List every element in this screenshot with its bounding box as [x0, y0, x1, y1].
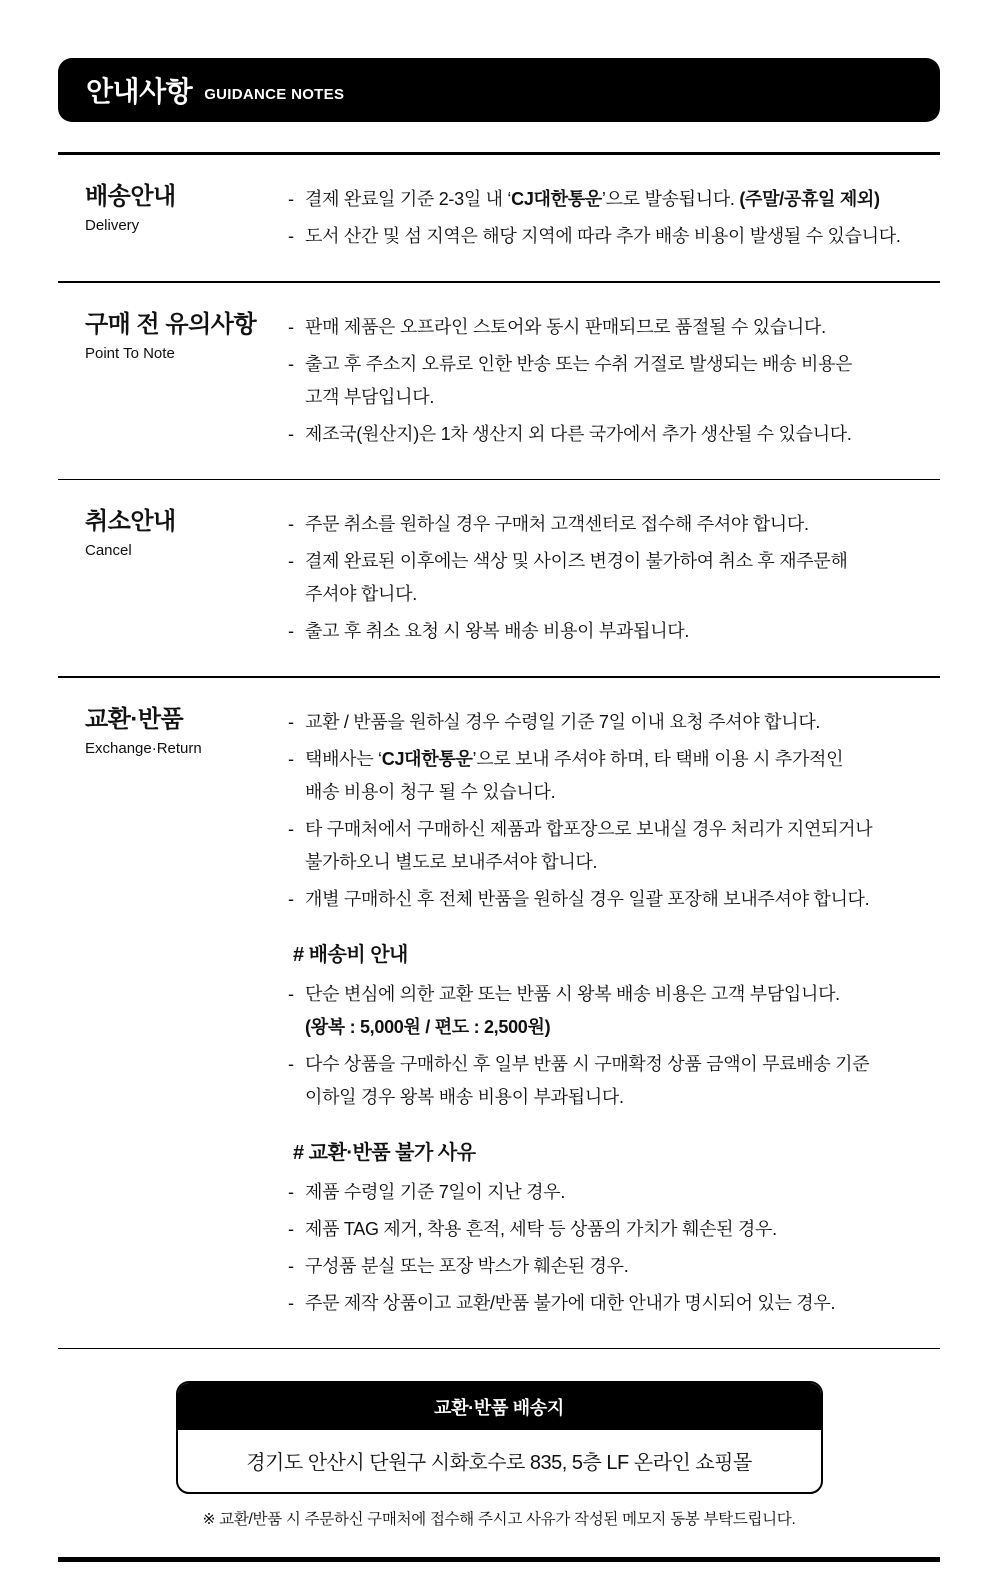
list-item: [288, 706, 940, 739]
text-segment: 출고 후 취소 요청 시 왕복 배송 비용이 부과됩니다.: [305, 621, 690, 641]
list-item: [288, 883, 940, 916]
section-title-col: [58, 182, 288, 253]
section-title: 교환·반품: [85, 705, 184, 733]
bullet-dash: -: [288, 316, 294, 337]
list-item: [288, 813, 940, 879]
bullet-text: [305, 1176, 940, 1209]
sub-heading: # 배송비 안내: [293, 943, 408, 966]
list-item: [288, 348, 940, 414]
return-address-box: [176, 1381, 823, 1494]
text-segment: 다수 상품을 구매하신 후 일부 반품 시 구매확정 상품 금액이 무료배송 기준: [305, 1053, 870, 1074]
bullet-dash: -: [288, 748, 294, 769]
page-title: 안내사항: [86, 76, 193, 107]
bullet-list: [288, 978, 940, 1114]
bullet-text: [305, 1250, 940, 1283]
section-delivery: [58, 155, 940, 281]
text-segment: 고객 부담입니다.: [305, 386, 435, 407]
bullet-dash: -: [288, 551, 294, 571]
bullet-text: [305, 545, 940, 611]
section-title-col: [58, 310, 288, 451]
bullet-dash: -: [288, 621, 294, 641]
page-title-bar: [58, 58, 940, 122]
text-segment: 개별 구매하신 후 전체 반품을 원하실 경우 일괄 포장해 보내주셔야 합니다.: [305, 888, 870, 909]
bullet-list: [288, 183, 940, 253]
section-body: [288, 507, 940, 648]
section-title-col: [58, 507, 288, 648]
list-item: [288, 1250, 940, 1283]
text-segment: 이하일 경우 왕복 배송 비용이 부과됩니다.: [305, 1086, 624, 1107]
bullet-dash: -: [288, 189, 294, 209]
bullet-text: [305, 508, 940, 541]
bullet-dash: -: [288, 818, 294, 839]
bullet-list: [288, 1176, 940, 1320]
section-title: 취소안내: [85, 508, 176, 535]
bullet-text: [305, 1287, 940, 1320]
section-body: [288, 705, 940, 1320]
text-segment: 배송 비용이 청구 될 수 있습니다.: [305, 781, 556, 802]
list-item: [288, 1213, 940, 1246]
bottom-divider: [58, 1557, 940, 1562]
sub-heading: # 교환·반품 불가 사유: [293, 1141, 476, 1164]
footer-area: [58, 1349, 940, 1529]
return-address-box-title: 교환·반품 배송지: [178, 1383, 821, 1430]
list-item: [288, 1176, 940, 1209]
bullet-list: [288, 508, 940, 648]
text-segment: 출고 후 주소지 오류로 인한 반송 또는 수취 거절로 발생되는 배송 비용은: [305, 353, 853, 374]
bullet-dash: -: [288, 1181, 294, 1202]
bullet-list: [288, 311, 940, 451]
text-segment: 도서 산간 및 섬 지역은 해당 지역에 따라 추가 배송 비용이 발생될 수 있습니다.: [305, 226, 901, 246]
bullet-text: [305, 183, 940, 216]
page-subtitle: GUIDANCE NOTES: [204, 85, 345, 103]
bullet-list: [288, 706, 940, 916]
list-item: [288, 978, 940, 1044]
footer-note: ※ 교환/반품 시 주문하신 구매처에 접수해 주시고 사유가 작성된 메모지 동봉 부탁드립니다.: [202, 1511, 796, 1528]
list-item: [288, 1287, 940, 1320]
bullet-dash: -: [288, 226, 294, 246]
bullet-text: [305, 813, 940, 879]
text-segment: 주문 제작 상품이고 교환/반품 불가에 대한 안내가 명시되어 있는 경우.: [305, 1292, 836, 1313]
text-segment: 단순 변심에 의한 교환 또는 반품 시 왕복 배송 비용은 고객 부담입니다.: [305, 983, 840, 1004]
bullet-text: [305, 706, 940, 739]
text-segment: 결제 완료된 이후에는 색상 및 사이즈 변경이 불가하여 취소 후 재주문해: [305, 551, 848, 571]
bullet-dash: -: [288, 983, 294, 1004]
section-subtitle: Point To Note: [85, 344, 175, 362]
return-address: 경기도 안산시 단원구 시화호수로 835, 5층 LF 온라인 쇼핑몰: [246, 1452, 752, 1474]
bullet-text: [305, 615, 940, 648]
text-segment: 제품 수령일 기준 7일이 지난 경우.: [305, 1181, 566, 1202]
list-item: [288, 1048, 940, 1114]
section-subtitle: Delivery: [85, 217, 140, 234]
text-segment: 제품 TAG 제거, 착용 흔적, 세탁 등 상품의 가치가 훼손된 경우.: [305, 1218, 777, 1239]
text-segment: 주셔야 합니다.: [305, 584, 417, 604]
emphasis-text: CJ대한통운: [511, 189, 602, 209]
bullet-text: [305, 1213, 940, 1246]
section-exchange-return: [58, 678, 940, 1348]
text-segment: ’으로 보내 주셔야 하며, 타 택배 이용 시 추가적인: [472, 748, 844, 769]
section-body: [288, 310, 940, 451]
text-segment: 구성품 분실 또는 포장 박스가 훼손된 경우.: [305, 1255, 629, 1276]
section-point-to-note: [58, 283, 940, 479]
bullet-text: [305, 1048, 940, 1114]
section-subtitle: Exchange·Return: [85, 739, 202, 757]
bullet-dash: -: [288, 711, 294, 732]
bullet-dash: -: [288, 888, 294, 909]
bullet-dash: -: [288, 1218, 294, 1239]
bullet-text: [305, 978, 940, 1044]
list-item: [288, 615, 940, 648]
text-segment: 교환 / 반품을 원하실 경우 수령일 기준 7일 이내 요청 주셔야 합니다.: [305, 711, 821, 732]
emphasis-text: (주말/공휴일 제외): [739, 189, 880, 209]
text-segment: 택배사는 ‘: [305, 748, 382, 769]
section-cancel: [58, 480, 940, 676]
list-item: [288, 743, 940, 809]
list-item: [288, 508, 940, 541]
text-segment: 주문 취소를 원하실 경우 구매처 고객센터로 접수해 주셔야 합니다.: [305, 514, 809, 534]
text-segment: 타 구매처에서 구매하신 제품과 합포장으로 보내실 경우 처리가 지연되거나: [305, 818, 873, 839]
text-segment: 판매 제품은 오프라인 스토어와 동시 판매되므로 품절될 수 있습니다.: [305, 316, 826, 337]
bullet-dash: -: [288, 353, 294, 374]
list-item: [288, 545, 940, 611]
sections-container: [58, 155, 940, 1349]
bullet-text: [305, 311, 940, 344]
bullet-text: [305, 743, 940, 809]
bullet-dash: -: [288, 1292, 294, 1313]
bullet-dash: -: [288, 1255, 294, 1276]
bullet-dash: -: [288, 1053, 294, 1074]
section-title: 배송안내: [85, 183, 176, 210]
list-item: [288, 311, 940, 344]
text-segment: 불가하오니 별도로 보내주셔야 합니다.: [305, 851, 598, 872]
bullet-text: [305, 418, 940, 451]
bullet-dash: -: [288, 514, 294, 534]
section-title: 구매 전 유의사항: [85, 310, 257, 338]
section-subtitle: Cancel: [85, 542, 132, 559]
text-segment: 결제 완료일 기준 2-3일 내 ‘: [305, 189, 512, 209]
bullet-text: [305, 883, 940, 916]
bullet-text: [305, 220, 940, 253]
bullet-text: [305, 348, 940, 414]
list-item: [288, 220, 940, 253]
section-title-col: [58, 705, 288, 1320]
text-segment: 제조국(원산지)은 1차 생산지 외 다른 국가에서 추가 생산될 수 있습니다.: [305, 423, 852, 444]
emphasis-text: (왕복 : 5,000원 / 편도 : 2,500원): [305, 1016, 551, 1037]
bullet-dash: -: [288, 423, 294, 444]
emphasis-text: CJ대한통운: [381, 748, 473, 769]
section-body: [288, 182, 940, 253]
text-segment: ’으로 발송됩니다.: [601, 189, 740, 209]
list-item: [288, 418, 940, 451]
list-item: [288, 183, 940, 216]
